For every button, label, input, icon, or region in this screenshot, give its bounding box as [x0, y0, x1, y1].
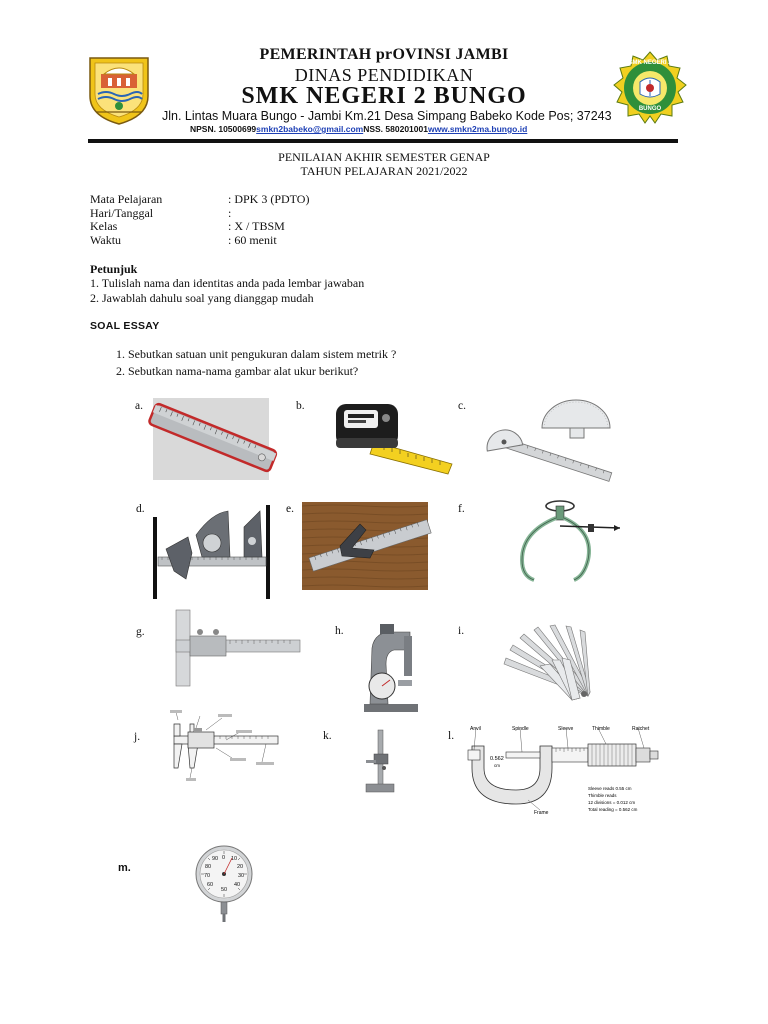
laser-tape-image: [334, 398, 456, 478]
info-label-time: Waktu: [90, 233, 122, 247]
exam-year: TAHUN PELAJARAN 2021/2022: [300, 164, 468, 178]
square-on-ruler-image: [302, 502, 428, 590]
email-link[interactable]: smkn2babeko@gmail.com: [256, 124, 364, 134]
anvil-label: Anvil: [470, 726, 481, 732]
spindle-label: Spindle: [512, 726, 529, 732]
exam-title: PENILAIAN AKHIR SEMESTER GENAP: [278, 150, 490, 164]
label-d: d.: [136, 503, 145, 515]
school-logo-text-top: SMK NEGERI 2: [628, 60, 672, 66]
label-g: g.: [136, 626, 145, 638]
dial-mark: 90: [212, 856, 219, 862]
website-link[interactable]: www.smkn2ma.bungo.id: [427, 124, 528, 134]
info-value-subject: : DPK 3 (PDTO): [228, 192, 310, 206]
thimble-label: Thimble: [592, 726, 610, 732]
header-contacts: [190, 124, 527, 134]
info-label-class: Kelas: [90, 219, 118, 233]
vernier-caliper-diagram: [166, 710, 282, 786]
instructions-heading: Petunjuk: [90, 262, 138, 276]
header-school-name: SMK NEGERI 2 BUNGO: [241, 83, 527, 109]
total-reading-text: Total reading = 0.562 cm: [588, 807, 638, 812]
info-value-date: :: [228, 206, 232, 220]
instruction-item: 2. Jawablah dahulu soal yang dianggap mudah: [90, 291, 314, 305]
dial-indicator-image: [176, 846, 272, 924]
label-i: i.: [458, 625, 465, 637]
instruction-item: 1. Tulislah nama dan identitas anda pada lembar jawaban: [90, 276, 365, 290]
question-2: 2. Sebutkan nama-nama gambar alat ukur berikut?: [116, 364, 359, 378]
dial-mark: 10: [231, 856, 238, 862]
outside-caliper-image: [516, 498, 626, 586]
npsn-text: NPSN. 10500699: [190, 124, 257, 134]
thimble-reads-text: Thimble reads: [588, 793, 617, 798]
combination-set-image: [152, 505, 274, 599]
label-h: h.: [335, 625, 344, 637]
label-e: e.: [286, 503, 294, 515]
dial-mark: 30: [238, 873, 245, 879]
depth-gauge-image: [170, 610, 304, 686]
label-k: k.: [323, 730, 332, 742]
header-divider: [88, 139, 678, 143]
dial-mark: 20: [237, 864, 244, 870]
hardness-tester-image: [360, 620, 424, 714]
nss-text: NSS. 580201001: [363, 124, 428, 134]
dial-mark: 0: [222, 855, 226, 861]
dial-mark: 40: [234, 882, 241, 888]
header-government: PEMERINTAH prOVINSI JAMBI: [259, 46, 509, 63]
info-label-subject: Mata Pelajaran: [90, 192, 163, 206]
feeler-gauge-image: [500, 624, 596, 702]
info-value-time: : 60 menit: [228, 233, 277, 247]
dial-mark: 60: [207, 882, 214, 888]
protractor-image: [484, 398, 620, 488]
label-a: a.: [135, 400, 143, 412]
frame-label: Frame: [534, 810, 549, 816]
label-f: f.: [458, 503, 465, 515]
divisions-text: 12 divisions = 0.012 cm: [588, 800, 636, 805]
steel-ruler-image: [153, 398, 269, 480]
info-value-class: : X / TBSM: [228, 219, 285, 233]
reading-value: 0.562: [490, 756, 504, 762]
label-j: j.: [134, 731, 141, 743]
dial-mark: 50: [221, 887, 228, 893]
header-department: DINAS PENDIDIKAN: [294, 65, 474, 85]
header-address: Jln. Lintas Muara Bungo - Jambi Km.21 Desa Simpang Babeko Kode Pos; 37243: [162, 109, 612, 123]
ratchet-label: Ratchet: [632, 726, 650, 732]
dial-mark: 70: [204, 873, 211, 879]
school-logo-text-bottom: BUNGO: [638, 106, 662, 112]
micrometer-diagram: [466, 724, 662, 816]
info-label-date: Hari/Tanggal: [90, 206, 154, 220]
question-1: 1. Sebutkan satuan unit pengukuran dalam sistem metrik ?: [116, 347, 397, 361]
sleeve-reads-text: Sleeve reads 0.55 cm: [588, 786, 632, 791]
section-heading: SOAL ESSAY: [90, 320, 160, 332]
reading-unit: cm: [494, 763, 500, 768]
sleeve-label: Sleeve: [558, 726, 574, 732]
label-m: m.: [118, 862, 131, 874]
label-l: l.: [448, 730, 455, 742]
dial-mark: 80: [205, 864, 212, 870]
label-c: c.: [458, 400, 466, 412]
height-gauge-image: [364, 728, 396, 794]
label-b: b.: [296, 400, 305, 412]
